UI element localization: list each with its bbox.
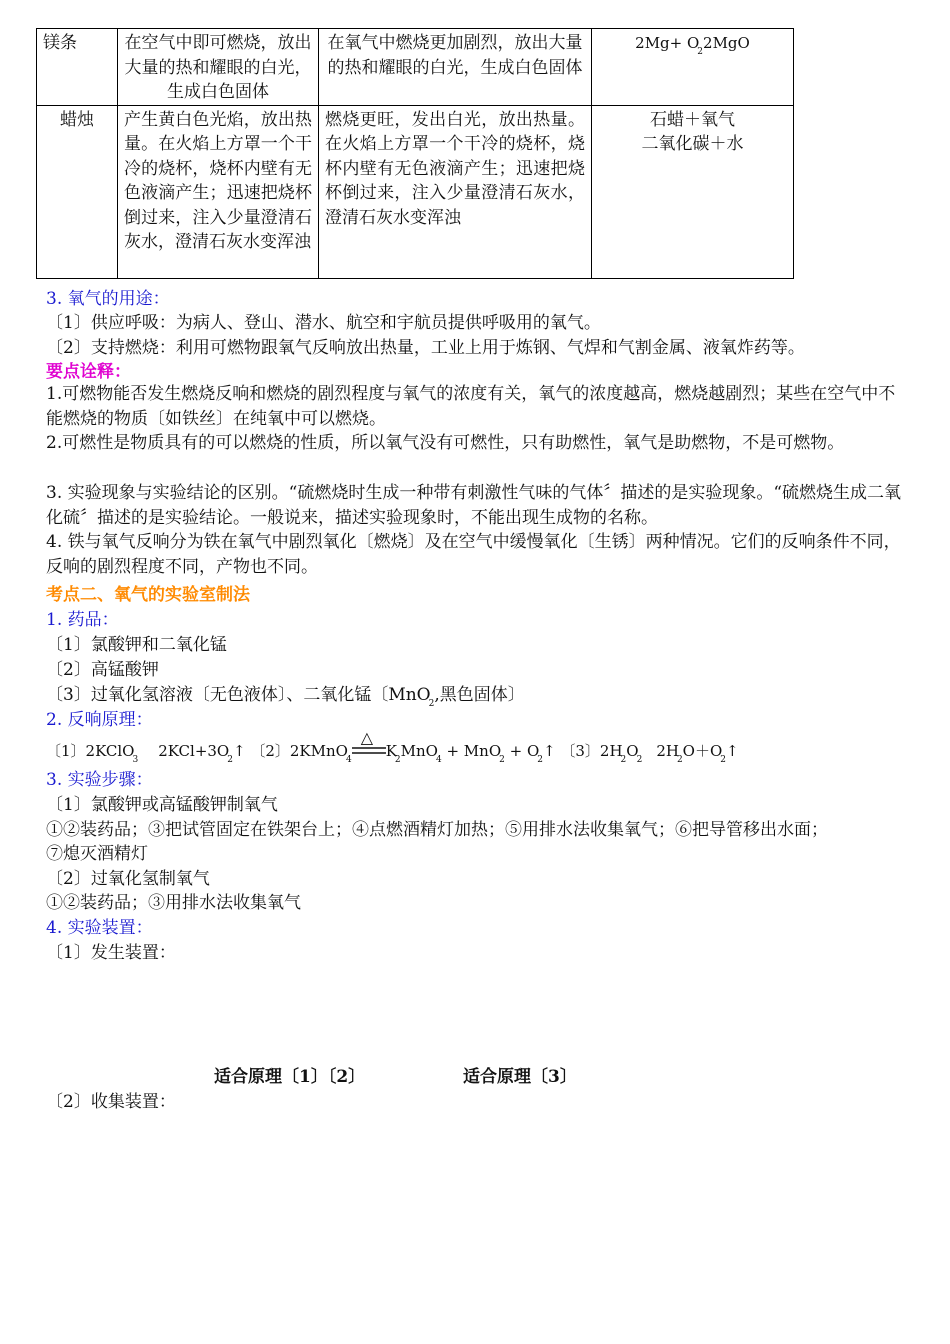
substance-cell <box>37 105 118 278</box>
note-paragraph-1: 1.可燃物能否发生燃烧反响和燃烧的剧烈程度与氧气的浓度有关，氧气的浓度越高，燃烧越剧烈；某些在空气中不能燃烧的物质〔如铁丝〕在纯氧中可以燃烧。 <box>46 384 896 429</box>
substance-name: 蜡烛 <box>60 109 94 130</box>
drug-item-3: 〔3〕过氧化氢溶液〔无色液体〕、二氧化锰〔MnO$_2$,黑色固体〕 <box>46 685 525 709</box>
steps-item-1-detail-end: ⑦熄灭酒精灯 <box>46 844 148 864</box>
equation-cell <box>592 105 794 278</box>
air-phenomenon: 在空气中即可燃烧，放出大量的热和耀眼的白光，生成白色固体 <box>124 33 312 102</box>
note-paragraph-2: 2.可燃性是物质具有的可以燃烧的性质，所以氧气没有可燃性，只有助燃性，氧气是助燃物，不是可燃物。 <box>46 433 845 453</box>
equation-text: $2Mg+ O_22MgO$ <box>635 34 750 57</box>
substance-cell <box>37 29 118 106</box>
air-phenomenon-cell <box>118 29 319 106</box>
apparatus-item-2: 〔2〕收集装置： <box>46 1092 176 1112</box>
heating-condition: △ <box>352 742 386 760</box>
uses-item-2: 〔2〕支持燃烧：利用可燃物跟氧气反响放出热量，工业上用于炼钢、气焊和气割金属、液氧炸药等。 <box>46 338 805 358</box>
equation-2-label: 〔2〕 <box>250 742 290 760</box>
equations-line <box>46 728 739 765</box>
steps-item-2-detail: ①②装药品；③用排水法收集氧气 <box>46 893 301 913</box>
apparatus-heading: 4. 实验装置： <box>46 918 153 938</box>
equation-3-label: 〔3〕 <box>560 742 600 760</box>
principle-heading: 2. 反响原理： <box>46 710 153 730</box>
uses-heading: 3. 氧气的用途： <box>46 289 170 309</box>
equals-sign-icon <box>352 744 386 758</box>
drugs-heading: 1. 药品： <box>46 610 119 630</box>
equation-1: 2KClO$_3$ $2KCl+3O_2↑$ <box>85 742 246 765</box>
substance-name: 镁条 <box>43 33 77 53</box>
equation-3: $2H_2O_2$ $2H_2O+O_2↑$ <box>599 742 739 765</box>
equation-2: 2KMnO$_4$ △ $K_2MnO_4 + MnO_2$ + $O_2↑$ <box>289 728 556 765</box>
note-paragraph-3: 3. 实验现象与实验结论的区别。“硫燃烧时生成一种带有刺激性气味的气体〞描述的是实验现象。“硫燃烧生成二氧化硫〞描述的是实验结论。一般说来，描述实验现象时，不能出现生成物的名称。 <box>46 483 902 528</box>
caption-principle-1-2: 适合原理〔1〕〔2〕 <box>214 1067 366 1087</box>
uses-item-1: 〔1〕供应呼吸：为病人、登山、潜水、航空和宇航员提供呼吸用的氧气。 <box>46 313 601 333</box>
air-phenomenon-cell <box>118 105 319 278</box>
caption-principle-3: 适合原理〔3〕 <box>463 1067 577 1087</box>
combustion-table <box>36 28 794 279</box>
table-row <box>37 29 794 106</box>
equation-1-label: 〔1〕 <box>46 742 86 760</box>
steps-item-2: 〔2〕过氧化氢制氧气 <box>46 869 210 889</box>
equation-cell <box>592 29 794 106</box>
table-row <box>37 105 794 278</box>
steps-item-1-detail: ①②装药品；③把试管固定在铁架台上；④点燃酒精灯加热；⑤用排水法收集氧气；⑥把导管移出水面； <box>46 820 828 840</box>
oxygen-phenomenon: 燃烧更旺，发出白光，放出热量。在火焰上方罩一个干冷的烧杯，烧杯内壁有无色液滴产生；迅速把烧杯倒过来，注入少量澄清石灰水，澄清石灰水变浑浊 <box>325 109 585 228</box>
equation-line-1: 石蜡＋氧气 <box>650 109 735 130</box>
drug-item-2: 〔2〕高锰酸钾 <box>46 660 159 680</box>
section-heading: 考点二、氧气的实验室制法 <box>46 585 250 605</box>
equation-line-2: 二氧化碳＋水 <box>641 134 744 154</box>
oxygen-phenomenon: 在氧气中燃烧更加剧烈，放出大量的热和耀眼的白光，生成白色固体 <box>327 33 583 78</box>
air-phenomenon: 产生黄白色光焰，放出热量。在火焰上方罩一个干冷的烧杯，烧杯内壁有无色液滴产生；迅速把烧杯倒过来，注入少量澄清石灰水，澄清石灰水变浑浊 <box>124 109 312 252</box>
steps-heading: 3. 实验步骤： <box>46 770 153 790</box>
oxygen-phenomenon-cell <box>319 105 592 278</box>
oxygen-phenomenon-cell <box>319 29 592 106</box>
apparatus-item-1: 〔1〕发生装置： <box>46 943 176 963</box>
drug-item-1: 〔1〕氯酸钾和二氧化锰 <box>46 635 227 655</box>
steps-item-1: 〔1〕氯酸钾或高锰酸钾制氧气 <box>46 795 278 815</box>
note-paragraph-4: 4. 铁与氧气反响分为铁在氧气中剧烈氧化〔燃烧〕及在空气中缓慢氧化〔生锈〕两种情况。它们的反响条件不同，反响的剧烈程度不同，产物也不同。 <box>46 532 901 577</box>
notes-heading: 要点诠释： <box>46 362 131 382</box>
